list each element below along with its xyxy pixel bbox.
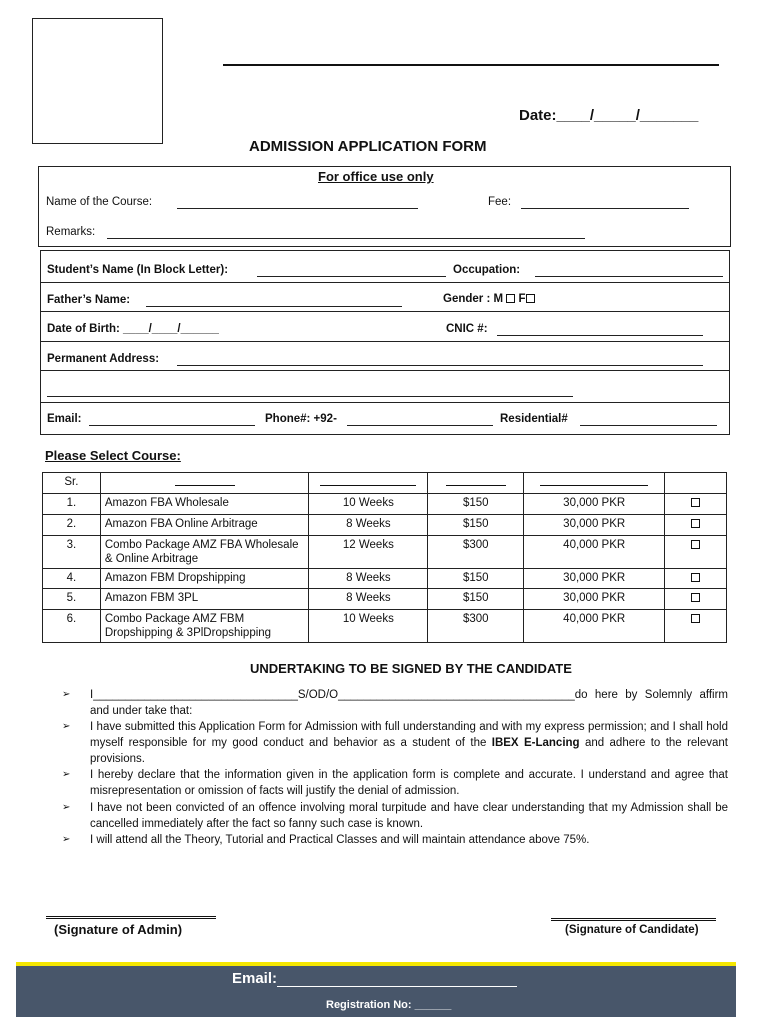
remarks-label: Remarks:: [46, 226, 96, 238]
course-checkbox[interactable]: [691, 498, 700, 507]
row-course: Amazon FBA Online Arbitrage: [100, 515, 309, 536]
course-checkbox[interactable]: [691, 614, 700, 623]
candidate-signature-line[interactable]: [551, 918, 716, 922]
row-pkr: 30,000 PKR: [524, 569, 665, 589]
clause-text: I will attend all the Theory, Tutorial and Practical Classes and will maintain attendance above 75%.: [90, 834, 590, 846]
row-sr: 2.: [43, 515, 101, 536]
row-course: Combo Package AMZ FBM Dropshipping & 3PlDropshipping: [100, 610, 309, 643]
table-row: [43, 610, 727, 643]
undertaking-title: UNDERTAKING TO BE SIGNED BY THE CANDIDATE: [250, 661, 572, 676]
row-divider: [40, 341, 730, 342]
table-row: [43, 536, 727, 569]
row-duration: 10 Weeks: [309, 494, 428, 515]
remarks-field[interactable]: [107, 238, 585, 239]
header-blank: [540, 475, 648, 486]
row-divider: [40, 370, 730, 371]
course-checkbox[interactable]: [691, 593, 700, 602]
row-divider: [40, 311, 730, 312]
footer-email: [232, 970, 517, 987]
row-duration: 8 Weeks: [309, 589, 428, 610]
undertaking-clause: [62, 832, 728, 848]
row-usd: $150: [428, 515, 524, 536]
occupation-field[interactable]: [535, 276, 723, 277]
row-pkr: 40,000 PKR: [524, 536, 665, 569]
row-course: Amazon FBA Wholesale: [100, 494, 309, 515]
clause-text-part: I have submitted this Application Form for Admission with full understanding and with my express permission; and I shall hold myself responsible for my good conduct and behavior as a student of the: [90, 721, 728, 749]
registration-number[interactable]: Registration No: ______: [326, 999, 452, 1011]
student-name-field[interactable]: [257, 276, 446, 277]
course-name-label: Name of the Course:: [46, 196, 153, 208]
header-name-line: [223, 64, 719, 66]
phone-label: Phone#: +92-: [265, 413, 337, 425]
row-duration: 10 Weeks: [309, 610, 428, 643]
row-sr: 4.: [43, 569, 101, 589]
cnic-label: CNIC #:: [446, 323, 488, 335]
residential-label: Residential#: [500, 413, 568, 425]
candidate-signature-label: (Signature of Candidate): [565, 924, 699, 936]
header-blank: [175, 475, 235, 486]
gender-f-checkbox[interactable]: [526, 294, 535, 303]
clause-text-part: and adhere to the relevant provisions.: [90, 737, 728, 765]
row-duration: 12 Weeks: [309, 536, 428, 569]
row-pkr: 40,000 PKR: [524, 610, 665, 643]
row-usd: $150: [428, 569, 524, 589]
row-duration: 8 Weeks: [309, 515, 428, 536]
arrow-bullet-icon: ➢: [62, 769, 71, 780]
address-field[interactable]: [177, 365, 703, 366]
course-checkbox[interactable]: [691, 519, 700, 528]
undertaking-clause: [62, 719, 728, 767]
undertaking-clause: [62, 767, 728, 799]
footer-email-label: Email:: [232, 970, 278, 987]
cnic-field[interactable]: [497, 335, 703, 336]
residential-field[interactable]: [580, 425, 717, 426]
select-course-title: Please Select Course:: [45, 448, 181, 463]
email-field[interactable]: [89, 425, 255, 426]
clause-text: I hereby declare that the information given in the application form is complete and accurate. I understand and agree that misrepresentation or omission of facts will justify the denial of admission.: [90, 769, 728, 797]
table-row: [43, 494, 727, 515]
footer-email-field[interactable]: [277, 973, 517, 987]
row-divider: [40, 282, 730, 283]
arrow-bullet-icon: ➢: [62, 834, 71, 845]
row-divider: [40, 402, 730, 403]
office-use-title: For office use only: [318, 169, 434, 184]
address-label: Permanent Address:: [47, 353, 160, 365]
table-row: [43, 515, 727, 536]
course-checkbox[interactable]: [691, 540, 700, 549]
course-checkbox[interactable]: [691, 573, 700, 582]
father-name-field[interactable]: [146, 306, 402, 307]
admin-signature-line[interactable]: [46, 916, 216, 920]
table-header-row: [43, 473, 727, 494]
arrow-bullet-icon: ➢: [62, 802, 71, 813]
father-name-label: Father’s Name:: [47, 294, 131, 306]
row-pkr: 30,000 PKR: [524, 494, 665, 515]
row-sr: 6.: [43, 610, 101, 643]
address-field-line2[interactable]: [47, 396, 573, 397]
row-usd: $300: [428, 610, 524, 643]
course-table: [42, 472, 727, 643]
gender-group: [443, 293, 535, 305]
fee-label: Fee:: [488, 196, 512, 208]
clause-text: I have not been convicted of an offence involving moral turpitude and have clear understanding that my Admission shall be cancelled immediately after the fact so fanny such case is known.: [90, 802, 728, 830]
clause-text: [90, 719, 728, 767]
photo-box: [32, 18, 163, 144]
form-title: ADMISSION APPLICATION FORM: [249, 138, 487, 155]
row-pkr: 30,000 PKR: [524, 515, 665, 536]
row-course: Combo Package AMZ FBA Wholesale & Online Arbitrage: [100, 536, 309, 569]
admin-signature-label: (Signature of Admin): [54, 922, 183, 937]
sr-header: Sr.: [43, 473, 101, 494]
occupation-label: Occupation:: [453, 264, 521, 276]
gender-m-checkbox[interactable]: [506, 294, 515, 303]
course-name-field[interactable]: [177, 208, 418, 209]
header-blank: [446, 475, 506, 486]
undertaking-clause: [62, 687, 728, 719]
gender-f-label: F: [518, 293, 526, 305]
gender-label: Gender : M: [443, 293, 504, 305]
undertaking-clause: [62, 800, 728, 832]
row-course: Amazon FBM Dropshipping: [100, 569, 309, 589]
table-row: [43, 589, 727, 610]
row-pkr: 30,000 PKR: [524, 589, 665, 610]
dob-field[interactable]: Date of Birth: ____/____/______: [47, 323, 219, 335]
row-sr: 5.: [43, 589, 101, 610]
row-usd: $150: [428, 589, 524, 610]
fee-field[interactable]: [521, 208, 689, 209]
row-duration: 8 Weeks: [309, 569, 428, 589]
header-blank: [320, 475, 416, 486]
table-row: [43, 569, 727, 589]
clause-text: I________________________________S/OD/O_____________________________________do here by Solemnly affirm and under take that:: [90, 689, 728, 717]
student-info-section: [40, 250, 730, 435]
arrow-bullet-icon: ➢: [62, 721, 71, 732]
row-sr: 3.: [43, 536, 101, 569]
email-label: Email:: [47, 413, 82, 425]
date-field[interactable]: Date:____/_____/_______: [519, 107, 699, 124]
phone-field[interactable]: [347, 425, 493, 426]
row-sr: 1.: [43, 494, 101, 515]
row-usd: $300: [428, 536, 524, 569]
arrow-bullet-icon: ➢: [62, 689, 71, 700]
row-usd: $150: [428, 494, 524, 515]
institute-name: IBEX E-Lancing: [491, 737, 580, 749]
student-name-label: Student’s Name (In Block Letter):: [47, 264, 229, 276]
row-course: Amazon FBM 3PL: [100, 589, 309, 610]
